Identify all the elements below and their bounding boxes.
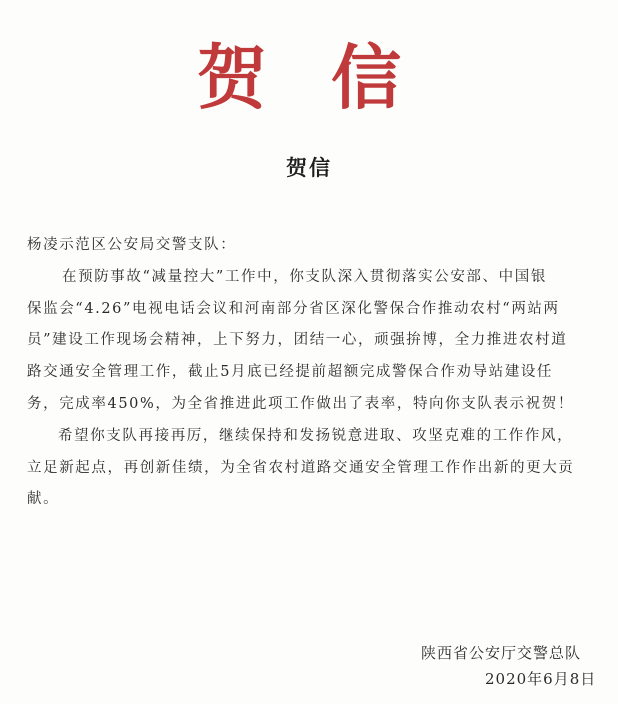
paragraph-2-line: 希望你支队再接再厉，继续保持和发扬锐意进取、攻坚克难的工作作风， (58, 428, 574, 444)
signature: 陕西省公安厅交警总队 (421, 644, 582, 662)
date: 2020年6月8日 (485, 670, 597, 688)
salutation: 杨凌示范区公安局交警支队： (27, 237, 237, 253)
paragraph-1-line: 保监会“4.26”电视电话会议和河南部分省区深化警保合作推动农村“两站两 (27, 301, 560, 317)
paragraph-1-line: 在预防事故“减量控大”工作中，你支队深入贯彻落实公安部、中国银 (62, 269, 547, 285)
paragraph-2-line: 立足新起点，再创新佳绩，为全省农村道路交通安全管理工作作出新的更大贡 (27, 460, 575, 476)
letterhead-title: 贺 信 (196, 36, 422, 119)
paragraph-2-line: 献。 (27, 491, 60, 507)
document-title: 贺信 (286, 155, 332, 180)
paragraph-1-line: 务，完成率450%，为全省推进此项工作做出了表率，特向你支队表示祝贺！ (27, 396, 574, 412)
paragraph-1-line: 路交通安全管理工作，截止5月底已经提前超额完成警保合作劝导站建设任 (27, 364, 554, 380)
paragraph-1-line: 员”建设工作现场会精神，上下努力，团结一心，顽强拚博，全力推进农村道 (27, 332, 568, 348)
